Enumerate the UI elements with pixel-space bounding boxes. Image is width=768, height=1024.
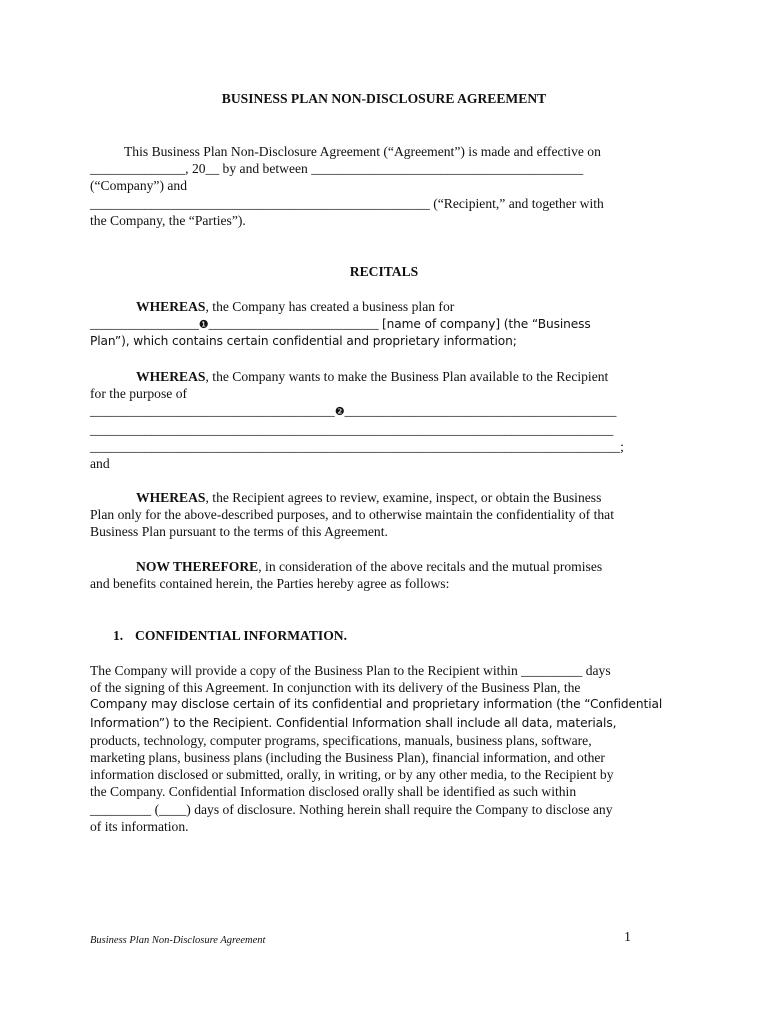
section-1-body [90, 662, 680, 835]
section-1-title: CONFIDENTIAL INFORMATION. [135, 628, 347, 643]
footer-document-name: Business Plan Non-Disclosure Agreement [90, 935, 266, 946]
section-1-line: Information”) to the Recipient. Confidential Information shall include all data, materials, [90, 715, 617, 730]
whereas-2-bold: WHEREAS [136, 369, 206, 384]
section-1-line: Company may disclose certain of its confidential and proprietary information (the “Confidential [90, 697, 663, 712]
whereas-2-line-5: ______________________________________________________________________________; [90, 438, 624, 454]
section-1-line: of its information. [90, 818, 189, 834]
whereas-2-blank-b: ________________________________________ [344, 403, 617, 419]
recitals-heading: RECITALS [349, 264, 419, 279]
section-1-number: 1. [113, 628, 124, 643]
now-therefore-paragraph [90, 558, 680, 592]
page-number: 1 [624, 930, 631, 945]
section-1-line: products, technology, computer programs, specifications, manuals, business plans, software, [90, 732, 592, 748]
section-1-line: marketing plans, business plans (including the Business Plan), financial information, and other [90, 750, 605, 766]
intro-line-2: ______________, 20__ by and between ________________________________________ [90, 161, 584, 177]
whereas-1-line-3: Plan”), which contains certain confidential and proprietary information; [90, 334, 517, 349]
section-1-line: the Company. Confidential Information disclosed orally shall be identified as such within [90, 784, 577, 800]
whereas-1-company-name: [name of company] (the “Business [381, 317, 591, 332]
section-1-line: of the signing of this Agreement. In conjunction with its delivery of the Business Plan, the [90, 680, 581, 696]
section-1-line: information disclosed or submitted, orally, in writing, or by any other media, to the Recipient by [90, 767, 614, 783]
intro-line-4: __________________________________________________ (“Recipient,” and together with [90, 195, 604, 211]
section-1-line: The Company will provide a copy of the Business Plan to the Recipient within _________ days [90, 663, 611, 678]
whereas-2-line-4: _____________________________________________________________________________ [90, 421, 614, 437]
whereas-3-bold: WHEREAS [136, 490, 206, 505]
now-therefore-bold: NOW THEREFORE [136, 559, 259, 574]
whereas-3-line-3: Business Plan pursuant to the terms of this Agreement. [90, 524, 388, 540]
intro-line-3: (“Company”) and [90, 178, 188, 194]
intro-line-1: This Business Plan Non-Disclosure Agreement (“Agreement”) is made and effective on [124, 144, 601, 159]
whereas-1-bold: WHEREAS [136, 299, 206, 314]
whereas-paragraph-1 [90, 298, 680, 351]
whereas-paragraph-3 [90, 489, 680, 541]
now-therefore-line-2: and benefits contained herein, the Parties hereby agree as follows: [90, 576, 450, 592]
whereas-2-blank-a: ____________________________________ [90, 403, 335, 419]
whereas-3-line-1: , the Recipient agrees to review, examine, inspect, or obtain the Business [205, 490, 602, 505]
whereas-2-line-6: and [90, 456, 110, 472]
marker-1-icon: ❶ [198, 318, 209, 332]
whereas-2-line-2: for the purpose of [90, 386, 188, 402]
whereas-1-blank-b: _________________________ [208, 316, 379, 332]
now-therefore-line-1: , in consideration of the above recitals and the mutual promises [258, 559, 603, 574]
intro-paragraph [90, 143, 680, 229]
whereas-paragraph-2 [90, 368, 680, 472]
document-title: BUSINESS PLAN NON-DISCLOSURE AGREEMENT [221, 91, 547, 106]
whereas-3-line-2: Plan only for the above-described purposes, and to otherwise maintain the confidentiality of that [90, 507, 614, 523]
section-1-heading [113, 628, 347, 644]
section-1-line: _________ (____) days of disclosure. Nothing herein shall require the Company to disclose any [90, 801, 613, 817]
whereas-1-blank-a: ________________ [90, 316, 199, 332]
whereas-1-line-1: , the Company has created a business plan for [205, 299, 455, 314]
whereas-2-line-1: , the Company wants to make the Business Plan available to the Recipient [205, 369, 609, 384]
marker-2-icon: ❷ [334, 405, 345, 419]
intro-line-5: the Company, the “Parties”). [90, 212, 246, 228]
